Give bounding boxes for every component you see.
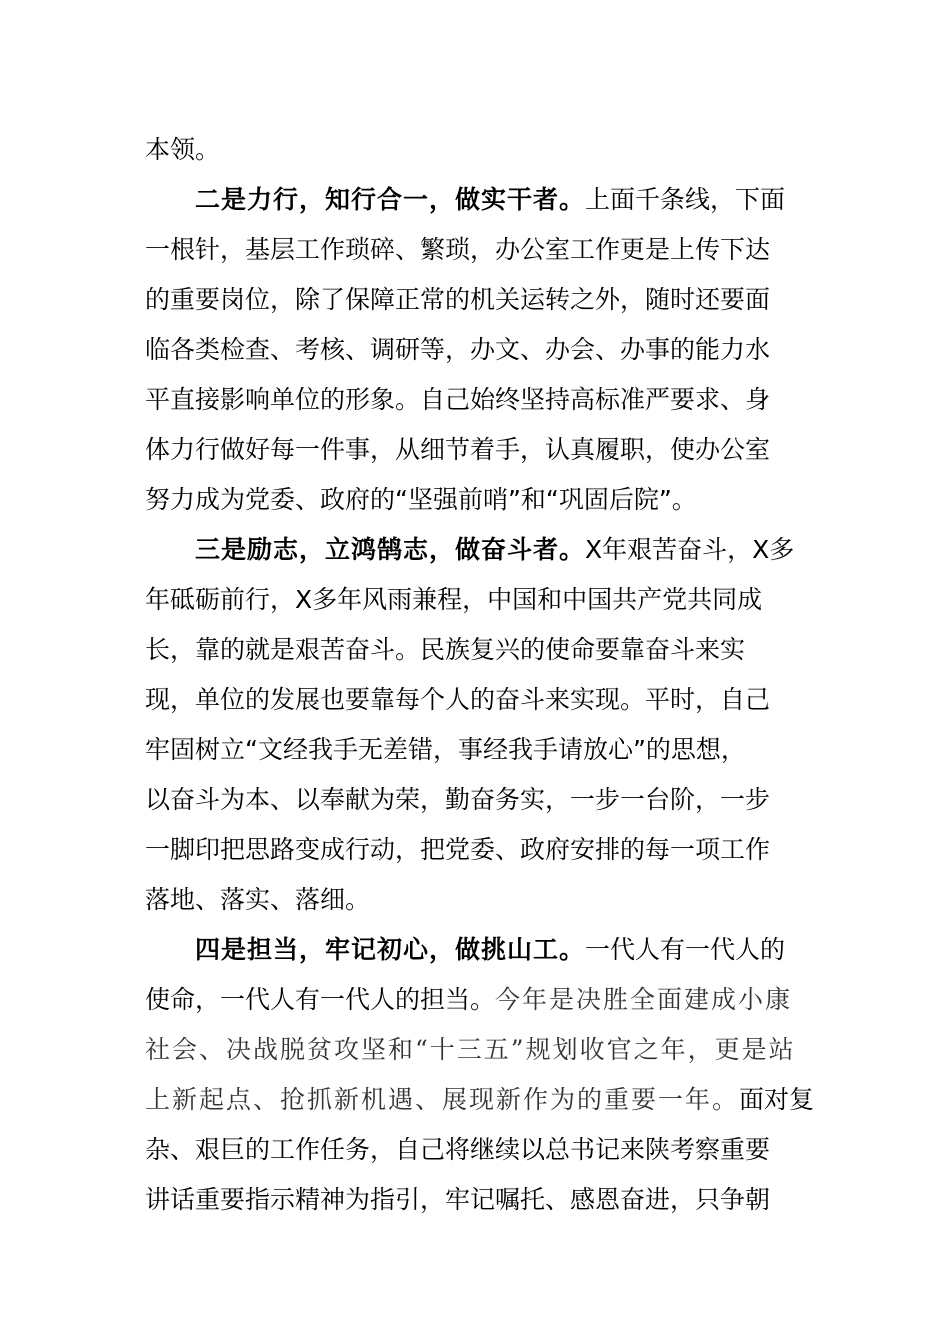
text-span: 本领。 xyxy=(145,135,221,164)
paragraph-first-line xyxy=(195,934,785,966)
text-line: 落地、落实、落细。 xyxy=(145,885,371,914)
paragraph-heading: 四是担当，牢记初心，做挑山工。 xyxy=(195,935,586,964)
text-line: 一根针，基层工作琐碎、繁琐，办公室工作更是上传下达 xyxy=(145,235,771,264)
paragraph-first-line xyxy=(195,534,794,566)
text-line: 长，靠的就是艰苦奋斗。民族复兴的使命要靠奋斗来实 xyxy=(145,635,746,664)
paragraph-heading: 二是力行，知行合一，做实干者。 xyxy=(195,185,586,214)
text-line: 杂、艰巨的工作任务，自己将继续以总书记来陕考察重要 xyxy=(145,1135,771,1164)
text-line: 年砥砺前行，X多年风雨兼程，中国和中国共产党共同成 xyxy=(145,585,763,614)
text-line: 一脚印把思路变成行动，把党委、政府安排的每一项工作 xyxy=(145,835,771,864)
text-line xyxy=(145,984,792,1016)
text-span: X年艰苦奋斗，X多 xyxy=(585,535,795,564)
text-line: 现，单位的发展也要靠每个人的奋斗来实现。平时，自己 xyxy=(145,685,771,714)
text-line: 平直接影响单位的形象。自己始终坚持高标准严要求、身 xyxy=(145,385,771,414)
text-span: 面对复 xyxy=(739,1085,815,1114)
text-line: 讲话重要指示精神为指引，牢记嘱托、感恩奋进，只争朝 xyxy=(145,1185,771,1214)
text-line: 临各类检查、考核、调研等，办文、办会、办事的能力水 xyxy=(145,335,771,364)
text-line: 牢固树立“文经我手无差错，事经我手请放心”的思想， xyxy=(145,735,746,764)
text-line xyxy=(145,1084,814,1116)
text-line xyxy=(145,134,220,166)
text-span: 使命，一代人有一代人的担当。 xyxy=(145,985,496,1014)
text-line: 努力成为党委、政府的“坚强前哨”和“巩固后院”。 xyxy=(145,485,697,514)
paragraph-heading: 三是励志，立鸿鹄志，做奋斗者。 xyxy=(195,535,586,564)
text-span: 上面千条线，下面 xyxy=(585,185,786,214)
text-line: 的重要岗位，除了保障正常的机关运转之外，随时还要面 xyxy=(145,285,771,314)
text-span: 一代人有一代人的 xyxy=(585,935,786,964)
text-span-serif: 今年是决胜全面建成小康 xyxy=(495,985,793,1014)
text-line-serif: 社会、决战脱贫攻坚和“十三五”规划收官之年，更是站 xyxy=(145,1035,796,1064)
text-span-serif: 上新起点、抢抓新机遇、展现新作为的重要一年。 xyxy=(145,1085,740,1114)
paragraph-first-line xyxy=(195,184,785,216)
text-line: 以奋斗为本、以奉献为荣，勤奋务实，一步一台阶，一步 xyxy=(145,785,771,814)
text-line: 体力行做好每一件事，从细节着手，认真履职，使办公室 xyxy=(145,435,771,464)
